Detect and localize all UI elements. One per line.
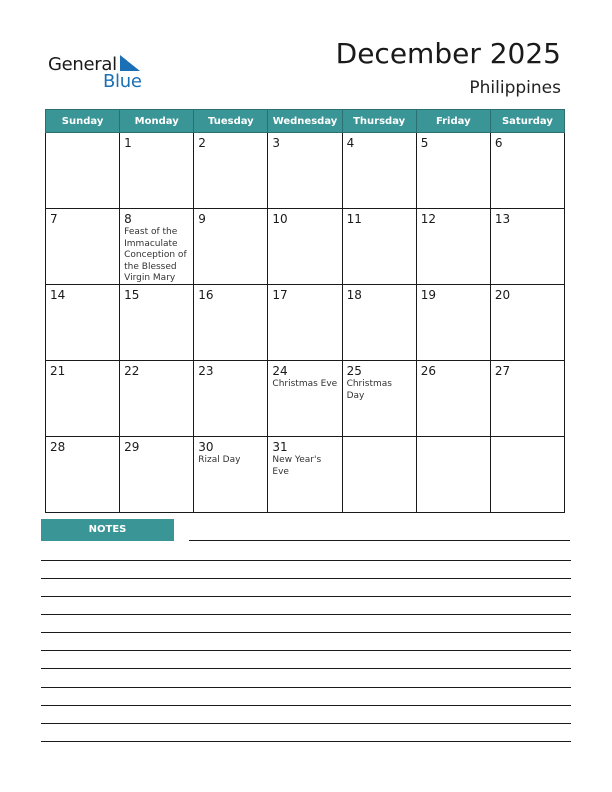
notes-line[interactable] (41, 687, 571, 688)
day-cell[interactable] (342, 133, 416, 209)
day-cell[interactable] (120, 361, 194, 437)
day-cell[interactable] (416, 209, 490, 285)
day-number: 11 (346, 212, 362, 226)
day-number: 20 (494, 288, 511, 302)
day-number: 9 (198, 212, 206, 226)
notes-line[interactable] (41, 614, 571, 615)
day-cell[interactable] (342, 209, 416, 285)
week-row (46, 437, 565, 513)
day-cell[interactable] (194, 209, 268, 285)
day-number: 26 (420, 364, 436, 378)
notes-line[interactable] (41, 723, 571, 724)
day-cell[interactable] (416, 361, 490, 437)
day-cell[interactable] (46, 133, 120, 209)
day-number: 21 (50, 364, 66, 378)
calendar-grid (45, 109, 565, 513)
day-cell[interactable] (268, 437, 342, 513)
day-cell[interactable] (120, 437, 194, 513)
day-number: 22 (124, 364, 140, 378)
day-cell[interactable] (416, 285, 490, 361)
holiday-label: Rizal Day (198, 455, 241, 465)
day-number: 25 (346, 364, 362, 378)
day-cell[interactable] (194, 437, 268, 513)
day-number: 17 (272, 288, 288, 302)
week-row (46, 209, 565, 285)
day-number: 19 (420, 288, 436, 302)
day-number: 18 (346, 288, 362, 302)
day-number: 4 (346, 136, 355, 150)
holiday-label: Christmas Day (346, 379, 392, 401)
day-number: 2 (198, 136, 206, 150)
notes-line[interactable] (41, 560, 571, 561)
day-cell[interactable] (490, 133, 564, 209)
day-cell[interactable] (268, 285, 342, 361)
day-number: 3 (272, 136, 281, 150)
day-number: 31 (272, 440, 288, 454)
day-cell[interactable] (268, 133, 342, 209)
day-number: 12 (420, 212, 436, 226)
notes-line[interactable] (41, 741, 571, 742)
day-number: 30 (198, 440, 214, 454)
day-cell[interactable] (46, 437, 120, 513)
day-cell[interactable] (120, 209, 194, 285)
weekday-monday: Monday (120, 110, 194, 133)
day-number: 23 (198, 364, 214, 378)
weekday-tuesday: Tuesday (194, 110, 268, 133)
holiday-label: New Year's Eve (272, 455, 322, 477)
day-cell[interactable] (120, 133, 194, 209)
day-number: 1 (124, 136, 132, 150)
day-cell[interactable] (46, 209, 120, 285)
notes-line[interactable] (41, 596, 571, 597)
day-number: 29 (124, 440, 140, 454)
weekday-thursday: Thursday (342, 110, 416, 133)
day-cell[interactable] (46, 285, 120, 361)
week-row (46, 133, 565, 209)
weekday-friday: Friday (416, 110, 490, 133)
week-row (46, 361, 565, 437)
day-cell[interactable] (490, 285, 564, 361)
logo-word-blue: Blue (103, 71, 142, 92)
calendar-country: Philippines (469, 78, 561, 98)
day-cell[interactable] (416, 133, 490, 209)
day-number: 28 (50, 440, 66, 454)
notes-line[interactable] (41, 705, 571, 706)
week-row (46, 285, 565, 361)
day-cell[interactable] (490, 209, 564, 285)
day-number: 13 (494, 212, 511, 226)
day-number: 15 (124, 288, 140, 302)
logo-triangle-icon (120, 55, 140, 71)
day-cell[interactable] (194, 133, 268, 209)
day-cell[interactable] (120, 285, 194, 361)
day-cell[interactable] (416, 437, 490, 513)
notes-line[interactable] (189, 540, 570, 541)
day-cell[interactable] (194, 285, 268, 361)
day-number: 24 (272, 364, 288, 378)
calendar-title: December 2025 (335, 37, 561, 70)
weekday-saturday: Saturday (490, 110, 564, 133)
day-cell[interactable] (194, 361, 268, 437)
day-number: 7 (50, 212, 58, 226)
day-cell[interactable] (342, 437, 416, 513)
weekday-header-row (46, 110, 565, 133)
day-number: 10 (272, 212, 288, 226)
day-cell[interactable] (342, 285, 416, 361)
day-number: 16 (198, 288, 214, 302)
notes-line[interactable] (41, 668, 571, 669)
day-number: 6 (494, 136, 503, 150)
holiday-label: Feast of the Immaculate Conception of the Blessed Virgin Mary (124, 227, 187, 283)
day-cell[interactable] (46, 361, 120, 437)
weekday-sunday: Sunday (46, 110, 120, 133)
day-cell[interactable] (342, 361, 416, 437)
holiday-label: Christmas Eve (272, 379, 338, 389)
generalblue-logo (48, 52, 148, 92)
day-cell[interactable] (268, 209, 342, 285)
day-cell[interactable] (490, 437, 564, 513)
notes-line[interactable] (41, 650, 571, 651)
day-number: 5 (420, 136, 429, 150)
day-number: 14 (50, 288, 66, 302)
day-number: 8 (124, 212, 132, 226)
day-cell[interactable] (490, 361, 564, 437)
day-cell[interactable] (268, 361, 342, 437)
logo-word-general: General (48, 54, 117, 75)
notes-line[interactable] (41, 578, 571, 579)
weekday-wednesday: Wednesday (268, 110, 342, 133)
notes-label: NOTES (41, 519, 174, 541)
day-number: 27 (494, 364, 511, 378)
notes-line[interactable] (41, 632, 571, 633)
